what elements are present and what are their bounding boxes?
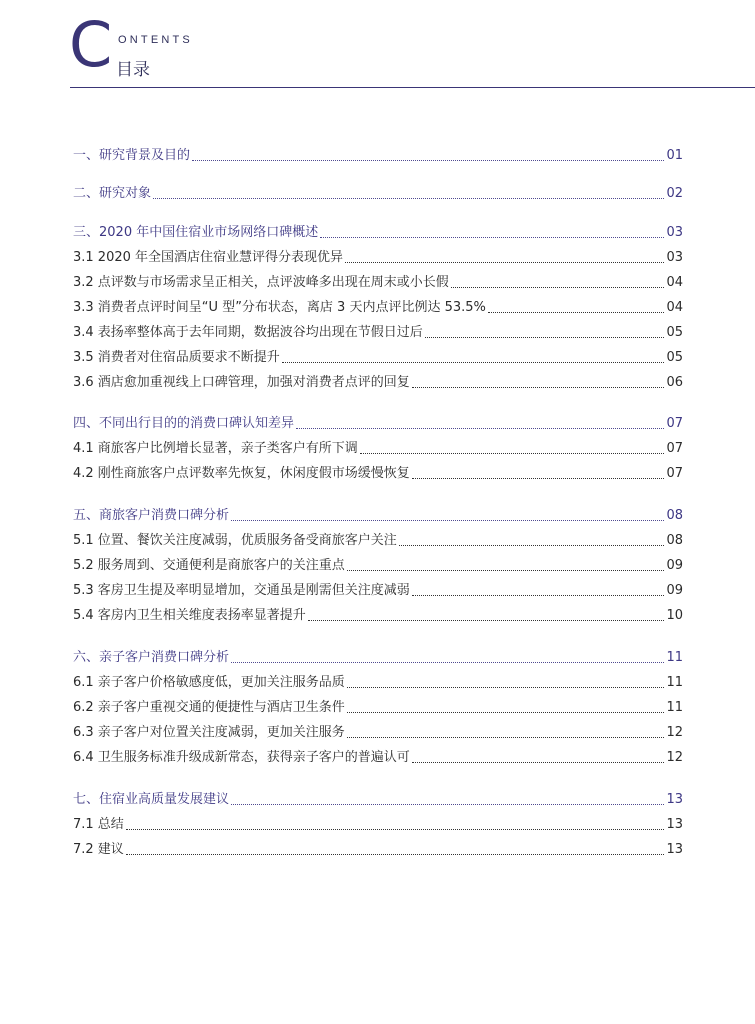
dot-leader: [399, 544, 665, 546]
toc-section-entry[interactable]: [73, 503, 683, 525]
dot-leader: [425, 336, 665, 338]
toc-page-number: 04: [666, 275, 683, 290]
toc-subsection-entry[interactable]: [73, 295, 683, 317]
toc-entry-label: 4.2 刚性商旅客户点评数率先恢复，休闲度假市场缓慢恢复: [73, 466, 410, 481]
toc-entry-label: 5.1 位置、餐饮关注度减弱，优质服务备受商旅客户关注: [73, 533, 397, 548]
dot-leader: [347, 736, 665, 738]
toc-page-number: 11: [666, 700, 683, 715]
toc-subsection-entry[interactable]: [73, 553, 683, 575]
toc-page-number: 07: [666, 466, 683, 481]
toc-section-entry[interactable]: [73, 787, 683, 809]
toc-section-entry[interactable]: [73, 220, 683, 242]
toc-entry-label: 7.2 建议: [73, 842, 124, 857]
toc-entry-label: 3.4 表扬率整体高于去年同期，数据波谷均出现在节假日过后: [73, 325, 423, 340]
toc-entry-label: 5.2 服务周到、交通便利是商旅客户的关注重点: [73, 558, 345, 573]
toc-entry-label: 6.4 卫生服务标准升级成新常态，获得亲子客户的普遍认可: [73, 750, 410, 765]
toc-page-number: 11: [666, 650, 683, 665]
dot-leader: [345, 261, 664, 263]
toc-subsection-entry[interactable]: [73, 270, 683, 292]
toc-subsection-entry[interactable]: [73, 720, 683, 742]
dot-leader: [320, 236, 664, 238]
toc-subsection-entry[interactable]: [73, 745, 683, 767]
toc-section-entry[interactable]: [73, 411, 683, 433]
toc-entry-label: 5.4 客房内卫生相关维度表扬率显著提升: [73, 608, 306, 623]
toc-entry-label: 3.2 点评数与市场需求呈正相关，点评波峰多出现在周末或小长假: [73, 275, 449, 290]
toc-subsection-entry[interactable]: [73, 578, 683, 600]
toc-page-number: 09: [666, 558, 683, 573]
toc-entry-label: 二、研究对象: [73, 186, 152, 201]
toc-page-number: 13: [666, 817, 683, 832]
dot-leader: [412, 594, 665, 596]
toc-page-number: 12: [666, 725, 683, 740]
page-header: [0, 0, 755, 90]
toc-subsection-entry[interactable]: [73, 461, 683, 483]
toc-entry-label: 三、2020 年中国住宿业市场网络口碑概述: [73, 225, 319, 240]
dot-leader: [451, 286, 665, 288]
toc-subsection-entry[interactable]: [73, 370, 683, 392]
dot-leader: [347, 686, 665, 688]
dot-leader: [126, 828, 665, 830]
toc-page-number: 10: [666, 608, 683, 623]
toc-entry-label: 3.6 酒店愈加重视线上口碑管理，加强对消费者点评的回复: [73, 375, 410, 390]
toc-entry-label: 6.3 亲子客户对位置关注度减弱，更加关注服务: [73, 725, 345, 740]
dot-leader: [347, 711, 665, 713]
toc-entry-label: 一、研究背景及目的: [73, 148, 191, 163]
toc-entry-label: 4.1 商旅客户比例增长显著，亲子类客户有所下调: [73, 441, 358, 456]
toc-entry-label: 四、不同出行目的的消费口碑认知差异: [73, 416, 295, 431]
toc-page-number: 07: [666, 441, 683, 456]
toc-entry-label: 七、住宿业高质量发展建议: [73, 792, 230, 807]
toc-page-number: 08: [666, 508, 683, 523]
toc-entry-label: 5.3 客房卫生提及率明显增加，交通虽是刚需但关注度减弱: [73, 583, 410, 598]
dot-leader: [412, 386, 665, 388]
toc-page-number: 05: [666, 325, 683, 340]
toc-entry-label: 五、商旅客户消费口碑分析: [73, 508, 230, 523]
toc-page-number: 11: [666, 675, 683, 690]
toc-section-entry[interactable]: [73, 143, 683, 165]
toc-subsection-entry[interactable]: [73, 695, 683, 717]
toc-subsection-entry[interactable]: [73, 245, 683, 267]
dot-leader: [296, 427, 664, 429]
dot-leader: [231, 661, 664, 663]
dot-leader: [153, 197, 664, 199]
dot-leader: [192, 159, 664, 161]
dot-leader: [347, 569, 665, 571]
toc-entry-label: 6.1 亲子客户价格敏感度低，更加关注服务品质: [73, 675, 345, 690]
toc-page-number: 06: [666, 375, 683, 390]
toc-page-number: 13: [666, 842, 683, 857]
toc-subsection-entry[interactable]: [73, 837, 683, 859]
contents-initial-letter: C: [69, 8, 113, 81]
toc-section-entry[interactable]: [73, 181, 683, 203]
toc-subsection-entry[interactable]: [73, 812, 683, 834]
toc-page-number: 13: [666, 792, 683, 807]
toc-page-number: 07: [666, 416, 683, 431]
toc-section-entry[interactable]: [73, 645, 683, 667]
toc-entry-label: 3.5 消费者对住宿品质要求不断提升: [73, 350, 280, 365]
toc-subsection-entry[interactable]: [73, 603, 683, 625]
dot-leader: [282, 361, 665, 363]
toc-page-number: 03: [666, 250, 683, 265]
toc-page-number: 03: [666, 225, 683, 240]
dot-leader: [126, 853, 665, 855]
dot-leader: [488, 311, 665, 313]
contents-word: ONTENTS: [118, 34, 193, 46]
dot-leader: [412, 477, 665, 479]
toc-page-number: 01: [666, 148, 683, 163]
dot-leader: [308, 619, 665, 621]
header-divider: [70, 87, 755, 88]
toc-page-number: 08: [666, 533, 683, 548]
toc-page-number: 09: [666, 583, 683, 598]
page-title: 目录: [116, 60, 150, 80]
toc-page-number: 05: [666, 350, 683, 365]
dot-leader: [231, 519, 664, 521]
dot-leader: [412, 761, 665, 763]
toc-entry-label: 7.1 总结: [73, 817, 124, 832]
toc-page-number: 04: [666, 300, 683, 315]
dot-leader: [231, 803, 664, 805]
toc-page-number: 02: [666, 186, 683, 201]
toc-subsection-entry[interactable]: [73, 320, 683, 342]
toc-subsection-entry[interactable]: [73, 670, 683, 692]
dot-leader: [360, 452, 665, 454]
toc-page-number: 12: [666, 750, 683, 765]
toc-entry-label: 3.1 2020 年全国酒店住宿业慧评得分表现优异: [73, 250, 344, 265]
toc-entry-label: 3.3 消费者点评时间呈“U 型”分布状态，离店 3 天内点评比例达 53.5%: [73, 300, 486, 315]
toc-entry-label: 六、亲子客户消费口碑分析: [73, 650, 230, 665]
toc-subsection-entry[interactable]: [73, 528, 683, 550]
toc-subsection-entry[interactable]: [73, 436, 683, 458]
toc-entry-label: 6.2 亲子客户重视交通的便捷性与酒店卫生条件: [73, 700, 345, 715]
toc-subsection-entry[interactable]: [73, 345, 683, 367]
